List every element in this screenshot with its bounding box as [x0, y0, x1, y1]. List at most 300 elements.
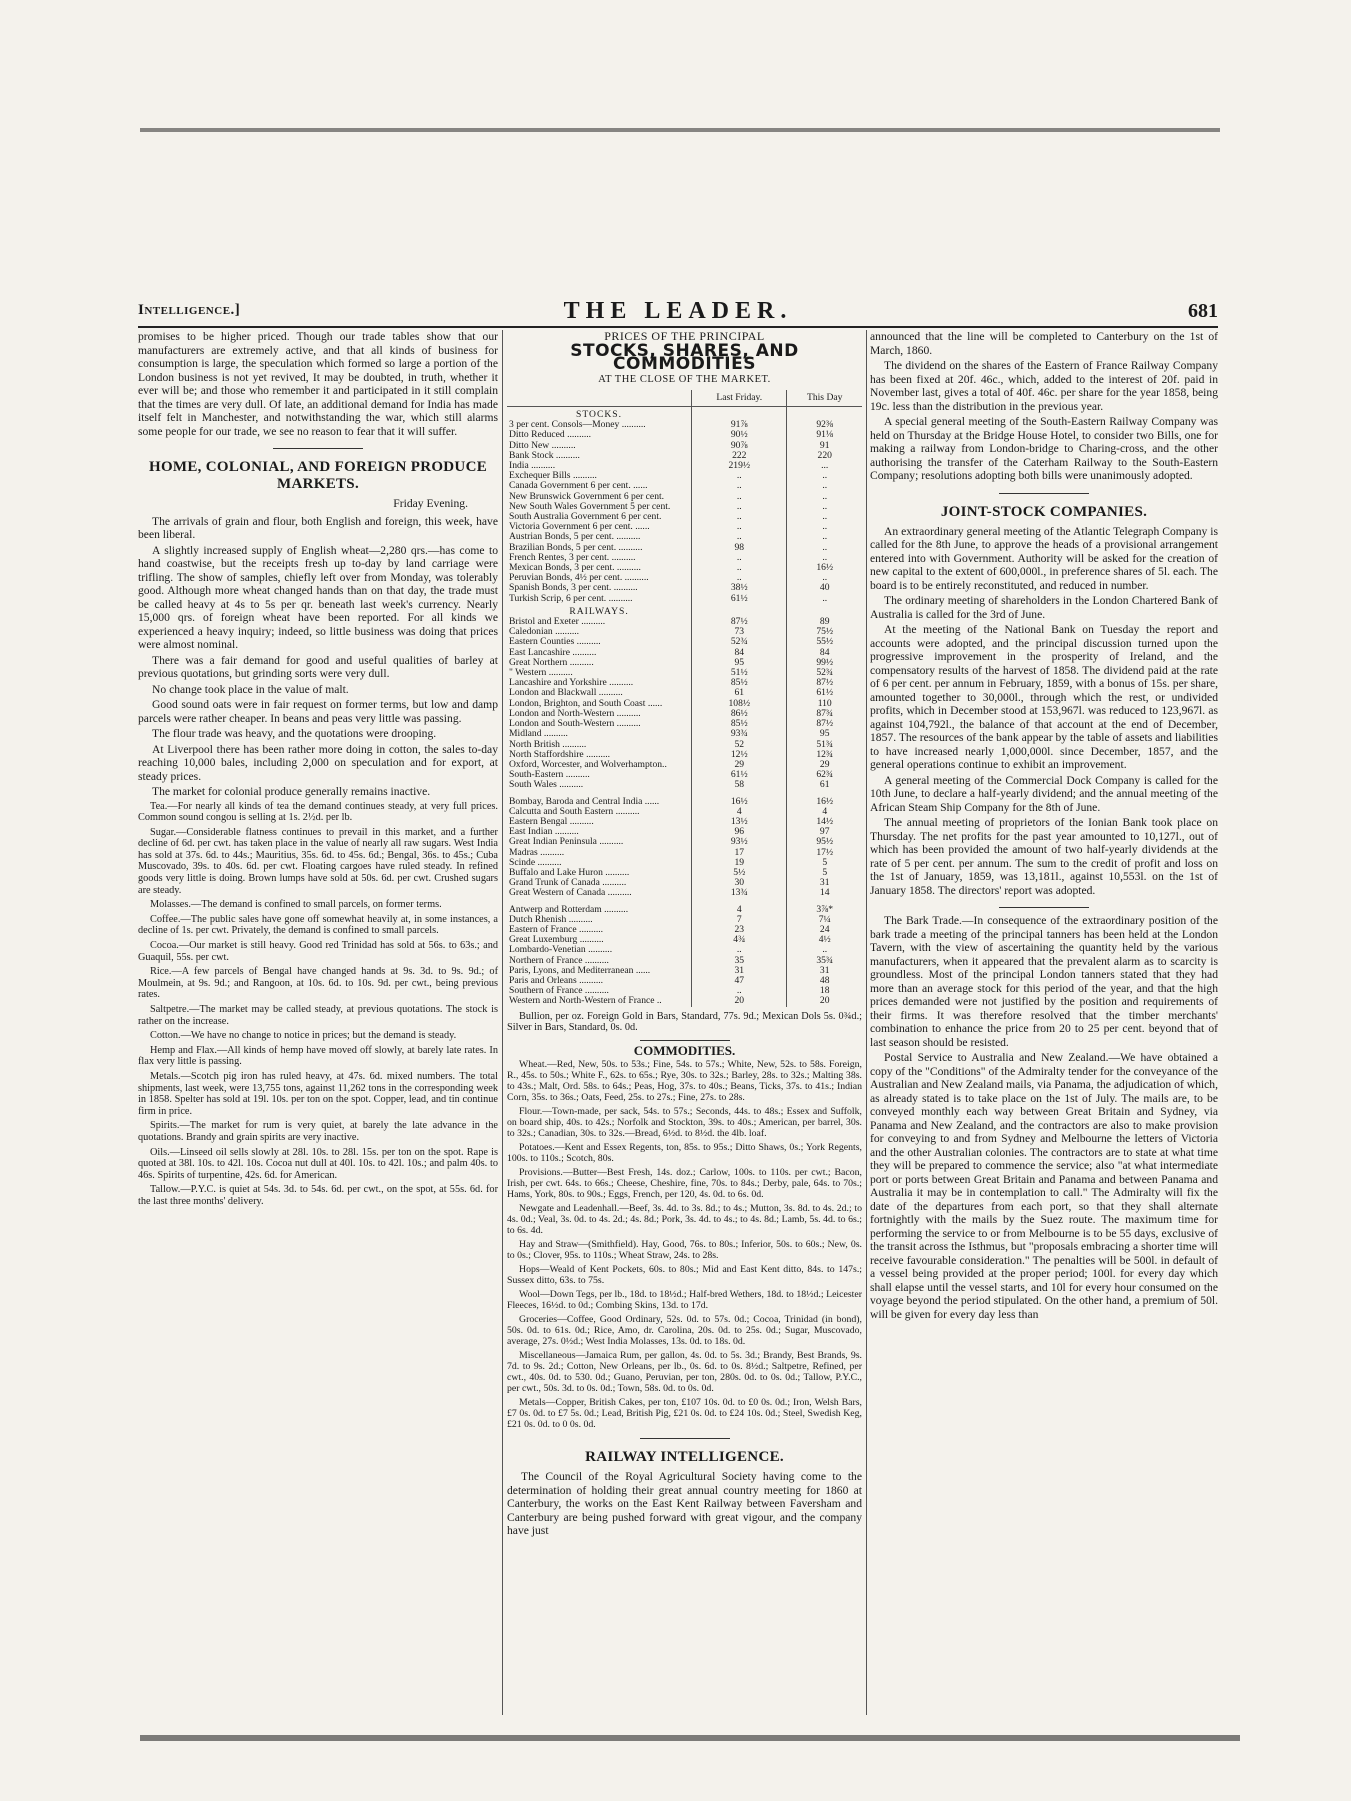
price-this-day: ..: [787, 512, 862, 522]
table-row: [507, 512, 862, 522]
paragraph: At the meeting of the National Bank on Tuesday the report and accounts were adopted, and the principal discussion turned upon the progressive improvement in the prosperity of Ireland, and the compensatory results of the harvest of 1858. The dividend paid at the rate of 6 per cent. per annum in February, 1859, with a bonus of 15s. per share, amounted together to 30,000l., through which the rest, or undivided profits, which in December stood at 153,967l. was reduced to 123,967l. as against 104,792l., the balance of that account at the end of December, 1857. The resources of the bank appear by the table of assets and liabilities to have increased nearly 1,000,000l. since December, 1857, and the general operations continue to exhibit an improvement.: [870, 623, 1218, 771]
table-row: [507, 760, 862, 770]
header-rule: [138, 326, 1218, 328]
security-name: Brazilian Bonds, 5 per cent. ..........: [509, 542, 643, 553]
table-row: [507, 709, 862, 719]
price-last-friday: 58: [692, 780, 787, 790]
security-name: Scinde ..........: [509, 857, 562, 868]
table-row: [507, 888, 862, 898]
commodity-entry: Miscellaneous—Jamaica Rum, per gallon, 4s. 0d. to 5s. 3d.; Brandy, Best Brands, 9s. 7d. to 9s. 2d.; Cotton, New Orleans, per lb., 0s. 6d. to 0s. 8½d.; Saltpetre, Refined, per cwt., 40s. 0d. to 530. 0d.; Guano, Peruvian, per ton, 280s. 0d. to 0s. 0d.; Tallow, P.Y.C., per cwt., 50s. 3d. to 0s. 0d.; Town, 58s. 0d. to 0s. 0d.: [507, 1350, 862, 1395]
price-last-friday: 47: [692, 976, 787, 986]
price-last-friday: 219½: [692, 461, 787, 471]
price-last-friday: ..: [692, 471, 787, 481]
table-row: [507, 750, 862, 760]
price-last-friday: 61: [692, 688, 787, 698]
price-this-day: 48: [787, 976, 862, 986]
price-this-day: 87½: [787, 719, 862, 729]
security-name: Paris, Lyons, and Mediterranean ......: [509, 965, 651, 976]
price-this-day: 91: [787, 441, 862, 451]
column-divider-2: [866, 330, 867, 1715]
table-row: [507, 441, 862, 451]
price-last-friday: ..: [692, 945, 787, 955]
header-blank: [507, 390, 692, 407]
paragraph: Spirits.—The market for rum is very quiet, at barely the late advance in the quotations. Brandy and grain spirits are very inactive.: [138, 1120, 498, 1143]
table-row: [507, 780, 862, 790]
price-this-day: 14: [787, 888, 862, 898]
price-this-day: 5: [787, 868, 862, 878]
security-name: Oxford, Worcester, and Wolverhampton..: [509, 759, 667, 770]
paragraph: The Council of the Royal Agricultural Society having come to the determination of holding their great annual country meeting for 1860 at Canterbury, the works on the East Kent Railway between Faversham and Canterbury are being pushed forward with great vigour, and the company have just: [507, 1470, 862, 1538]
security-name: North British ..........: [509, 739, 587, 750]
table-row: [507, 827, 862, 837]
masthead-title: THE LEADER.: [563, 298, 793, 324]
commodity-entry: Metals—Copper, British Cakes, per ton, £107 10s. 0d. to £0 0s. 0d.; Iron, Welsh Bars, £7 0s. 0d. to £7 5s. 0d.; Lead, British Pig, £21 0s. 0d. to £24 10s. 0d.; Steel, Swedish Keg, £21 0s. 0d. to 0 0s. 0d.: [507, 1397, 862, 1431]
price-this-day: 31: [787, 878, 862, 888]
price-last-friday: 51½: [692, 668, 787, 678]
price-this-day: ..: [787, 945, 862, 955]
price-this-day: 16½: [787, 563, 862, 573]
commodity-entry: Wheat.—Red, New, 50s. to 53s.; Fine, 54s. to 57s.; White, New, 52s. to 58s. Foreign, R., 45s. to 50s.; White F., 62s. to 65s.; Rye, 30s. to 32s.; Barley, 28s. to 32s.; Malting 38s. to 43s.; Malt, Ord. 58s. to 64s.; Peas, Hog, 37s. to 40s.; Beans, Ticks, 37s. to 41s.; Indian Corn, 35s. to 36s.; Oats, Feed, 25s. to 27s.; Fine, 27s. to 28s.: [507, 1059, 862, 1104]
price-this-day: 24: [787, 925, 862, 935]
price-last-friday: 222: [692, 451, 787, 461]
security-name: North Staffordshire ..........: [509, 749, 611, 760]
commodities-heading: COMMODITIES.: [633, 1042, 736, 1058]
security-name: Ditto Reduced ..........: [509, 430, 592, 441]
page-header: [138, 298, 1218, 324]
commodity-entry: Newgate and Leadenhall.—Beef, 3s. 4d. to 3s. 8d.; to 4s.; Mutton, 3s. 8d. to 4s. 2d.; to 4s. 0d.; Veal, 3s. 0d. to 4s. 2d.; 4s. 8d.; Pork, 3s. 4d. to 4s.; to 4s. 8d.; Lamb, 5s. 4d. to 6s.; to 6s. 4d.: [507, 1203, 862, 1237]
table-section-label: STOCKS.: [576, 409, 623, 420]
price-this-day: 220: [787, 451, 862, 461]
price-this-day: 55½: [787, 637, 862, 647]
price-this-day: ..: [787, 573, 862, 583]
empty-cell: [692, 604, 787, 617]
security-name: Bank Stock ..........: [509, 450, 580, 461]
table-section-label: RAILWAYS.: [569, 605, 629, 617]
price-this-day: 52¾: [787, 668, 862, 678]
paragraph: Molasses.—The demand is confined to small parcels, on former terms.: [150, 899, 442, 911]
paragraph: Saltpetre.—The market may be called steady, at previous quotations. The stock is rather on the increase.: [138, 1004, 498, 1027]
security-name: Bristol and Exeter ..........: [509, 617, 606, 628]
price-last-friday: 4: [692, 807, 787, 817]
security-name: Great Northern ..........: [509, 657, 594, 668]
price-this-day: 89: [787, 617, 862, 627]
price-last-friday: 52: [692, 740, 787, 750]
table-row: [507, 390, 862, 407]
commodity-entry: Hay and Straw—(Smithfield). Hay, Good, 76s. to 80s.; Inferior, 50s. to 60s.; New, 0s. to 0s.; Clover, 95s. to 110s.; Wheat Straw, 24s. to 28s.: [507, 1239, 862, 1262]
table-row: [507, 699, 862, 709]
price-last-friday: ..: [692, 573, 787, 583]
table-row: [507, 945, 862, 955]
price-this-day: 35¾: [787, 956, 862, 966]
table-row: [507, 543, 862, 553]
table-section-row: [507, 407, 862, 421]
price-this-day: ..: [787, 492, 862, 502]
paragraph: The market for colonial produce generally remains inactive.: [152, 785, 431, 798]
price-this-day: 17½: [787, 848, 862, 858]
security-name: Spanish Bonds, 3 per cent. ..........: [509, 583, 638, 594]
table-row: [507, 678, 862, 688]
paragraph: Sugar.—Considerable flatness continues to prevail in this market, and a further decline of 6d. per cwt. has taken place in the value of nearly all raw sugars. West India has sold at 37s. 6d. to 44s.; Mauritius, 35s. 6d. to 45s. 6d.; Bengal, 36s. to 45s.; Cuba Muscovado, 39s. to 40s. 6d. per cwt. Floating cargoes have ruled steady. In refined goods very little is doing. Brown lumps have sold at 50s. 6d. per cwt. Crushed sugars are steady.: [138, 826, 498, 896]
price-last-friday: 85½: [692, 678, 787, 688]
security-name: Dutch Rhenish ..........: [509, 914, 593, 925]
table-row: [507, 668, 862, 678]
price-last-friday: 4: [692, 905, 787, 915]
table-row: [507, 729, 862, 739]
security-name: Madras ..........: [509, 847, 565, 858]
price-this-day: 87½: [787, 678, 862, 688]
table-row: [507, 471, 862, 481]
paragraph: There was a fair demand for good and useful qualities of barley at previous quotations, but grinding sorts were very dull.: [138, 653, 498, 680]
table-row: [507, 770, 862, 780]
price-this-day: 18: [787, 986, 862, 996]
paragraph: No change took place in the value of malt.: [152, 682, 349, 696]
price-this-day: 3⅞*: [787, 905, 862, 915]
paragraph: At Liverpool there has been rather more doing in cotton, the sales to-day reaching 10,000 bales, including 2,000 on speculation and for export, at steady prices.: [138, 742, 498, 783]
price-last-friday: ..: [692, 563, 787, 573]
empty-cell: [692, 407, 787, 421]
price-this-day: 51¾: [787, 740, 862, 750]
price-last-friday: 90½: [692, 430, 787, 440]
price-this-day: 97: [787, 827, 862, 837]
column-divider-1: [502, 330, 503, 1715]
price-last-friday: 96: [692, 827, 787, 837]
table-row: [507, 563, 862, 573]
price-last-friday: 61½: [692, 770, 787, 780]
stocks-table: [507, 390, 862, 1007]
table-row: [507, 461, 862, 471]
table-row: [507, 986, 862, 996]
commodity-entry: Wool—Down Tegs, per lb., 18d. to 18½d.; Half-bred Wethers, 18d. to 18½d.; Leicester Fleeces, 16½d. to 0d.; Combing Skins, 13d. to 17d.: [507, 1289, 862, 1312]
commodity-entry: Provisions.—Butter—Best Fresh, 14s. doz.; Carlow, 100s. to 110s. per cwt.; Bacon, Irish, per cwt. 64s. to 66s.; Cheese, Cheshire, fine, 70s. to 84s.; Derby, pale, 64s. to 70s.; Hams, York, 80s. to 90s.; Eggs, French, per 120, 4s. 0d. to 6s. 0d.: [507, 1167, 862, 1201]
paragraph: Hemp and Flax.—All kinds of hemp have moved off slowly, at barely late rates. In flax very little is passing.: [138, 1044, 498, 1068]
price-last-friday: ..: [692, 532, 787, 542]
security-name: French Rentes, 3 per cent. ..........: [509, 552, 636, 563]
table-row: [507, 996, 862, 1006]
price-last-friday: 12½: [692, 750, 787, 760]
security-name: London and Blackwall ..........: [509, 688, 623, 699]
security-name: Eastern Counties ..........: [509, 637, 601, 648]
paragraph: An extraordinary general meeting of the Atlantic Telegraph Company is called for the 8th June, to approve the heads of a provisional arrangement entered into with Government. Authority will be asked for the creation of new capital to the extent of 600,000l., in preference shares of 5l. each. The board is to be entirely reconstituted, and reduced in number.: [870, 524, 1218, 592]
table-row: [507, 648, 862, 658]
table-row: [507, 553, 862, 563]
security-name: London and North-Western ..........: [509, 708, 641, 719]
price-this-day: ..: [787, 502, 862, 512]
price-last-friday: 20: [692, 996, 787, 1006]
price-last-friday: ..: [692, 492, 787, 502]
price-this-day: 4½: [787, 935, 862, 945]
column-header-last-friday: Last Friday.: [692, 390, 787, 407]
price-last-friday: 91⅞: [692, 420, 787, 430]
price-last-friday: 85½: [692, 719, 787, 729]
bullion-note: Bullion, per oz. Foreign Gold in Bars, Standard, 77s. 9d.; Mexican Dols 5s. 0¾d.; Silver in Bars, Standard, 0s. 0d.: [507, 1010, 862, 1034]
paragraph: Rice.—A few parcels of Bengal have changed hands at 9s. 3d. to 9s. 9d.; of Moulmein, at 9s. 9d.; and Rangoon, at 10s. 6d. to 10s. 9d. per cwt., being previous rates.: [138, 966, 498, 1001]
table-row: [507, 481, 862, 491]
price-this-day: 62¾: [787, 770, 862, 780]
table-row: [507, 848, 862, 858]
price-last-friday: 73: [692, 627, 787, 637]
price-last-friday: 4¾: [692, 935, 787, 945]
section-heading: HOME, COLONIAL, AND FOREIGN PRODUCE MARKETS.: [148, 459, 488, 492]
table-row: [507, 627, 862, 637]
price-this-day: 84: [787, 648, 862, 658]
table-row: [507, 637, 862, 647]
security-name: Buffalo and Lake Huron ..........: [509, 867, 630, 878]
price-this-day: ...: [787, 461, 862, 471]
price-last-friday: 90⅞: [692, 441, 787, 451]
price-this-day: ..: [787, 471, 862, 481]
price-last-friday: 61½: [692, 594, 787, 604]
security-name: India ..........: [509, 461, 556, 472]
price-last-friday: 13¾: [692, 888, 787, 898]
paragraph: Metals.—Scotch pig iron has ruled heavy, at 47s. 6d. mixed numbers. The total shipments, last week, were 13,755 tons, against 11,262 tons in the corresponding week in 1858. Spelter has sold at 19l. 10s. per ton on the spot. Copper, lead, and tin continue firm in price.: [138, 1070, 498, 1117]
price-this-day: 95½: [787, 837, 862, 847]
table-row: [507, 430, 862, 440]
security-name: Grand Trunk of Canada ..........: [509, 878, 627, 889]
price-this-day: 4: [787, 807, 862, 817]
security-name: Great Indian Peninsula ..........: [509, 837, 624, 848]
paragraph: Tallow.—P.Y.C. is quiet at 54s. 3d. to 54s. 6d. per cwt., on the spot, at 55s. 6d. for the last three months' delivery.: [138, 1184, 498, 1207]
security-name: Antwerp and Rotterdam ..........: [509, 904, 629, 915]
scan-artifact-top: [140, 128, 1220, 132]
table-row: [507, 522, 862, 532]
price-this-day: 61½: [787, 688, 862, 698]
price-last-friday: ..: [692, 512, 787, 522]
price-last-friday: 29: [692, 760, 787, 770]
price-last-friday: 30: [692, 878, 787, 888]
security-name: Great Western of Canada ..........: [509, 888, 632, 899]
price-this-day: 61: [787, 780, 862, 790]
price-this-day: 31: [787, 966, 862, 976]
price-last-friday: ..: [692, 986, 787, 996]
table-row: [507, 719, 862, 729]
price-last-friday: 19: [692, 858, 787, 868]
price-last-friday: 5½: [692, 868, 787, 878]
security-name: Mexican Bonds, 3 per cent. ..........: [509, 563, 641, 574]
price-last-friday: 35: [692, 956, 787, 966]
price-this-day: 87¾: [787, 709, 862, 719]
price-this-day: 5: [787, 858, 862, 868]
table-row: [507, 966, 862, 976]
empty-cell: [787, 407, 862, 421]
price-last-friday: ..: [692, 522, 787, 532]
table-title-line-2: STOCKS, SHARES, AND COMMODITIES: [570, 340, 799, 374]
table-row: [507, 878, 862, 888]
column-3: [870, 330, 1218, 1323]
table-row: [507, 817, 862, 827]
security-name: Austrian Bonds, 5 per cent. ..........: [509, 532, 641, 543]
dateline: Friday Evening.: [393, 497, 468, 510]
price-last-friday: 17: [692, 848, 787, 858]
scan-artifact-bottom: [140, 1735, 1240, 1741]
security-name: Lancashire and Yorkshire ..........: [509, 678, 634, 689]
price-last-friday: ..: [692, 553, 787, 563]
price-last-friday: 84: [692, 648, 787, 658]
security-name: 3 per cent. Consols—Money ..........: [509, 420, 646, 431]
paragraph: Cocoa.—Our market is still heavy. Good red Trinidad has sold at 56s. to 63s.; and Guaquil, 55s. per cwt.: [138, 940, 498, 963]
security-name: London, Brighton, and South Coast ......: [509, 698, 663, 709]
price-this-day: ..: [787, 532, 862, 542]
security-name: East Lancashire ..........: [509, 647, 597, 658]
paragraph: Tea.—For nearly all kinds of tea the demand continues steady, at very full prices. Common sound congou is selling at 1s. 2½d. per lb.: [138, 800, 498, 824]
price-last-friday: 98: [692, 543, 787, 553]
table-row: [507, 905, 862, 915]
security-name: East Indian ..........: [509, 827, 579, 838]
paragraph: The flour trade was heavy, and the quotations were drooping.: [152, 727, 437, 740]
price-this-day: 99½: [787, 658, 862, 668]
paragraph: The Bark Trade.—In consequence of the extraordinary position of the bark trade a meeting of the principal tanners has been held at the London Tavern, with the view of ascertaining the quantity held by the various manufacturers, when it appeared that the prevalent alarm as to scarcity is groundless. Most of the principal London tanners stated that they had more than an average stock for this period of the year, and that the high prices demanded were not justified by the position and requirements of their firms. It was therefore resolved that the timber merchants' combination to enhance the price from 20 to 25 per cent. beyond that of last season should be resisted.: [870, 914, 1218, 1049]
price-last-friday: 87½: [692, 617, 787, 627]
column-1: [138, 330, 498, 1211]
table-title-line-3: AT THE CLOSE OF THE MARKET.: [598, 373, 771, 385]
column-2: [507, 330, 862, 1540]
price-last-friday: ..: [692, 481, 787, 491]
commodity-entry: Groceries—Coffee, Good Ordinary, 52s. 0d. to 57s. 0d.; Cocoa, Trinidad (in bond), 50s. 0d. to 61s. 0d.; Rice, Amo, dr. Carolina, 20s. 0d. to 25s. 0d.; Sugar, Muscovado, average, 27s. 0½d.; West India Molasses, 13s. 0d. to 18s. 0d.: [507, 1314, 862, 1348]
price-last-friday: 86½: [692, 709, 787, 719]
security-name: Southern of France ..........: [509, 986, 609, 997]
section-rule: [273, 448, 363, 449]
table-row: [507, 617, 862, 627]
table-title-line-1: PRICES OF THE PRINCIPAL: [604, 329, 765, 343]
security-name: Northern of France ..........: [509, 955, 609, 966]
section-rule: [640, 1438, 730, 1439]
table-row: [507, 868, 862, 878]
table-row: [507, 858, 862, 868]
paragraph: The arrivals of grain and flour, both English and foreign, this week, have been liberal.: [138, 514, 498, 541]
price-this-day: 12¾: [787, 750, 862, 760]
section-label: Intelligence.]: [138, 302, 241, 318]
security-name: Bombay, Baroda and Central India ......: [509, 796, 660, 807]
paragraph: The ordinary meeting of shareholders in the London Chartered Bank of Australia is called for the 3rd of June.: [870, 594, 1218, 621]
price-this-day: 14½: [787, 817, 862, 827]
security-name: Ditto New ..........: [509, 440, 576, 451]
column-header-this-day: This Day: [787, 390, 862, 407]
paragraph: A general meeting of the Commercial Dock Company is called for the 10th June, to declare a half-yearly dividend; and the annual meeting of the African Steam Ship Company for the 8th of June.: [870, 773, 1218, 814]
paragraph: Cotton.—We have no change to notice in prices; but the demand is steady.: [150, 1030, 457, 1042]
security-name: South Australia Government 6 per cent.: [509, 512, 662, 523]
table-row: [507, 583, 862, 593]
price-last-friday: 93½: [692, 837, 787, 847]
price-last-friday: 31: [692, 966, 787, 976]
table-row: [507, 740, 862, 750]
paragraph: announced that the line will be completed to Canterbury on the 1st of March, 1860.: [870, 330, 1218, 357]
price-last-friday: 23: [692, 925, 787, 935]
price-last-friday: 95: [692, 658, 787, 668]
commodity-entry: Hops—Weald of Kent Pockets, 60s. to 80s.; Mid and East Kent ditto, 84s. to 147s.; Sussex ditto, 63s. to 75s.: [507, 1264, 862, 1287]
table-row: [507, 976, 862, 986]
price-last-friday: 13½: [692, 817, 787, 827]
paragraph: Coffee.—The public sales have gone off somewhat heavily at, in some instances, a decline of 1s. per cwt. Privately, the demand is confined to small parcels.: [138, 913, 498, 937]
paragraph: Good sound oats were in fair request on former terms, but low and damp parcels were rather cheaper. In beans and peas very little was passing.: [138, 698, 498, 725]
table-row: [507, 915, 862, 925]
price-this-day: 75½: [787, 627, 862, 637]
table-section-row: [507, 604, 862, 617]
paragraph: promises to be higher priced. Though our trade tables show that our manufacturers are extremely active, and that all kinds of business for consumption is large, the speculation which formed so large a portion of the London business is not yet revived, It may be doubted, in truth, whether it ever will be; and those who remember it and participated in it still complain that the times are very dull. Of late, an additional demand for India has made itself felt in Manchester, and notwithstanding the war, which still alarms some people for our trade, we see no reason to fear that it will suffer.: [138, 330, 498, 438]
table-row: [507, 797, 862, 807]
security-name: Eastern Bengal ..........: [509, 816, 594, 827]
price-this-day: ..: [787, 543, 862, 553]
table-row: [507, 451, 862, 461]
price-this-day: ..: [787, 553, 862, 563]
price-this-day: 110: [787, 699, 862, 709]
section-rule: [999, 907, 1089, 908]
table-row: [507, 935, 862, 945]
empty-cell: [787, 604, 862, 617]
price-this-day: 20: [787, 996, 862, 1006]
security-name: Eastern of France ..........: [509, 924, 604, 935]
price-this-day: ..: [787, 522, 862, 532]
price-this-day: 29: [787, 760, 862, 770]
price-this-day: 91⅛: [787, 430, 862, 440]
section-heading: JOINT-STOCK COMPANIES.: [940, 503, 1148, 520]
table-row: [507, 573, 862, 583]
security-name: South Wales ..........: [509, 780, 584, 791]
price-last-friday: ..: [692, 502, 787, 512]
price-last-friday: 7: [692, 915, 787, 925]
price-this-day: ..: [787, 481, 862, 491]
table-row: [507, 807, 862, 817]
price-last-friday: 38½: [692, 583, 787, 593]
security-name: Paris and Orleans ..........: [509, 975, 604, 986]
price-this-day: 95: [787, 729, 862, 739]
security-name: New South Wales Government 5 per cent.: [509, 501, 671, 512]
table-row: [507, 502, 862, 512]
security-name: Midland ..........: [509, 729, 568, 740]
paragraph: A special general meeting of the South-Eastern Railway Company was held on Thursday at the Bridge House Hotel, to consider two Bills, one for making a railway from London-bridge to Charing-cross, and the other authorising the transfer of the Caterham Railway to the South-Eastern Company; resolutions adopting both bills were unanimously adopted.: [870, 415, 1218, 482]
security-name: London and South-Western ..........: [509, 719, 641, 730]
security-name: Western and North-Western of France ..: [509, 996, 662, 1007]
paragraph: The annual meeting of proprietors of the Ionian Bank took place on Thursday. The net profits for the past year amounted to 10,127l., out of which has been provided the amount of two half-yearly dividends at the rate of 5 per cent. per annum. The sum to the credit of profit and loss on the 1st of January, 1859, was 13,181l., against 10,553l. on the 1st of January 1858. The directors' report was adopted.: [870, 816, 1218, 897]
price-this-day: ..: [787, 594, 862, 604]
paragraph: Postal Service to Australia and New Zealand.—We have obtained a copy of the "Conditions" of the Admiralty tender for the conveyance of the Australian and New Zealand mails, via Panama, the adjudication of which, as already stated is to take place on the 1st of July. The mails are, to be conveyed monthly each way between Great Britain and Sydney, via Panama and New Zealand, and the contractors are also to make provision for conveying to and from Sydney and Melbourne the letters of Victoria and the other Australian colonies. The contractors are to state at what time they will be prepared to commence the service; also "at what intermediate port or ports between Great Britain and Panama and between Panama and Australia it may be in contemplation to call." The Admiralty will fix the date of the departures from each port, so that they shall alternate fortnightly with the mails by the Suez route. The maximum time for performing the service to or from Melbourne is to be 55 days, exclusive of the transit across the Isthmus, but "proposals embracing a shorter time will receive favourable consideration." The penalties will be 500l. in default of a vessel being provided at the proper period; 100l. for every day which shall elapse until the vessel starts, and 10l for every hour consumed on the voyage beyond the period stipulated. On the other hand, a premium of 50l. will be given for every day less than: [870, 1051, 1218, 1321]
security-name: New Brunswick Government 6 per cent.: [509, 491, 665, 502]
security-name: Peruvian Bonds, 4½ per cent. ..........: [509, 573, 649, 584]
price-last-friday: 93¾: [692, 729, 787, 739]
price-this-day: 16½: [787, 797, 862, 807]
price-this-day: 7¼: [787, 915, 862, 925]
security-name: Canada Government 6 per cent. ......: [509, 481, 648, 492]
table-row: [507, 837, 862, 847]
section-rule: [640, 1040, 730, 1041]
price-this-day: 40: [787, 583, 862, 593]
security-name: Great Luxemburg ..........: [509, 935, 604, 946]
table-row: [507, 492, 862, 502]
security-name: Victoria Government 6 per cent. ......: [509, 522, 650, 533]
security-name: Lombardo-Venetian ..........: [509, 945, 613, 956]
security-name: Caledonian ..........: [509, 627, 580, 638]
table-row: [507, 658, 862, 668]
railway-heading: RAILWAY INTELLIGENCE.: [585, 1449, 784, 1466]
table-row: [507, 925, 862, 935]
table-row: [507, 688, 862, 698]
page-number: 681: [1188, 300, 1218, 322]
price-last-friday: 52¾: [692, 637, 787, 647]
section-rule: [999, 493, 1089, 494]
commodity-entry: Potatoes.—Kent and Essex Regents, ton, 85s. to 95s.; Ditto Shaws, 0s.; York Regents, 100s. to 110s.; Scotch, 80s.: [507, 1142, 862, 1165]
price-last-friday: 16½: [692, 797, 787, 807]
security-name: Turkish Scrip, 6 per cent. ..........: [509, 593, 633, 604]
price-this-day: 92⅜: [787, 420, 862, 430]
commodity-entry: Flour.—Town-made, per sack, 54s. to 57s.; Seconds, 44s. to 48s.; Essex and Suffolk, on board ship, 40s. to 42s.; Norfolk and Stockton, 39s. to 40s.; American, per barrel, 30s. to 32s.; Canadian, 30s. to 32s.—Bread, 6½d. to 8½d. the 4lb. loaf.: [507, 1106, 862, 1140]
paragraph: A slightly increased supply of English wheat—2,280 qrs.—has come to hand coastwise, but the receipts fresh up to-day by land carriage were trifling. The show of samples, chiefly left over from Monday, was tolerably good. Although more wheat changed hands than on that day, the trade must be called heavy at 4s to 5s per qr. beneath last week's currency. Nearly 15,000 qrs. of foreign wheat have been reported. For all kinds we experienced a heavy inquiry; indeed, so little business was doing that prices were almost nominal.: [138, 543, 498, 651]
paragraph: The dividend on the shares of the Eastern of France Railway Company has been fixed at 20f. 46c., which, added to the interest of 20f. paid in November last, gives a total of 40f. 46c. per share for the year 1858, being 19c. less than the distribution in the previous year.: [870, 359, 1218, 413]
table-row: [507, 420, 862, 430]
price-last-friday: 108½: [692, 699, 787, 709]
paragraph: Oils.—Linseed oil sells slowly at 28l. 10s. to 28l. 15s. per ton on the spot. Rape is quoted at 38l. 10s. to 42l. 10s. Cocoa nut dull at 40l. 10s. to 42l. 10s.; and palm 40s. to 46s. Spirits of turpentine, 42s. 6d. for American.: [138, 1146, 498, 1181]
table-row: [507, 532, 862, 542]
security-name: South-Eastern ..........: [509, 770, 590, 781]
table-row: [507, 594, 862, 604]
table-row: [507, 956, 862, 966]
